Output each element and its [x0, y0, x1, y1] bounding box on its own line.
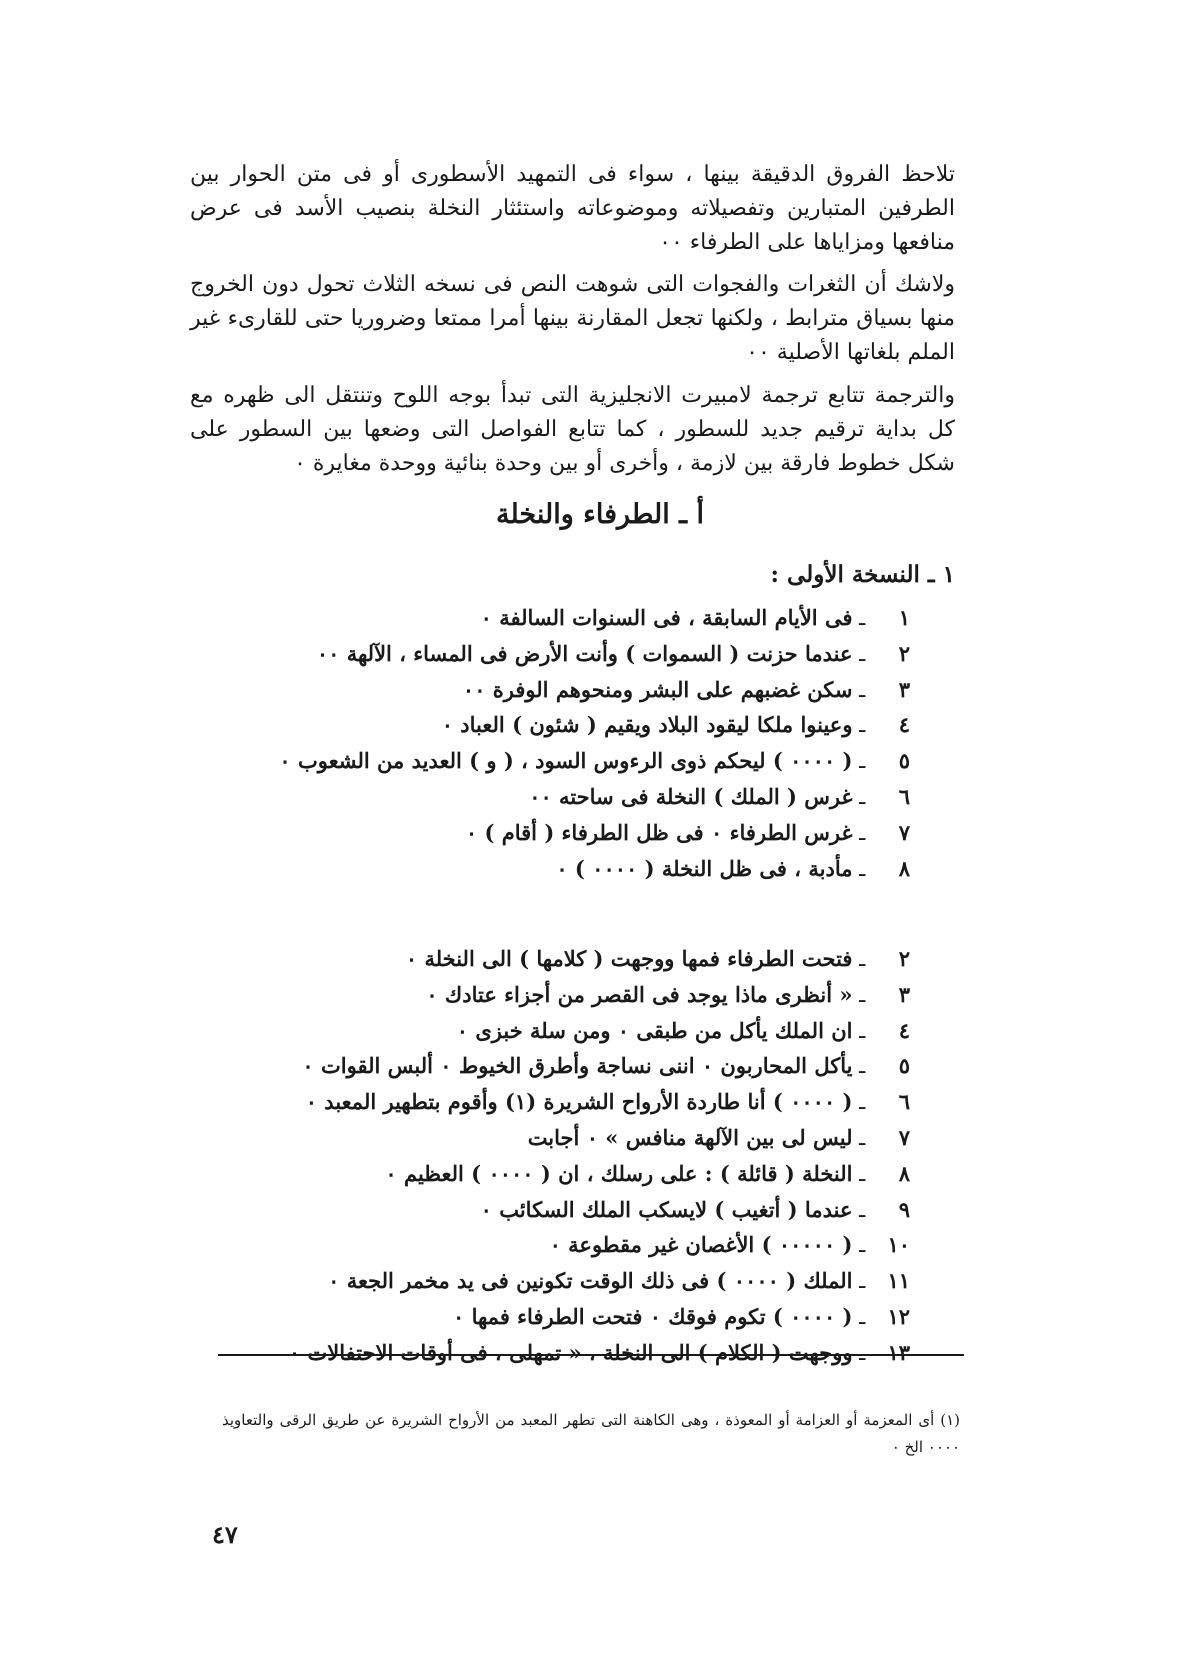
- text-line: [200, 1048, 910, 1084]
- version-subheading: ١ ـ النسخة الأولى :: [770, 561, 955, 588]
- line-number: ١٠: [887, 1232, 910, 1258]
- line-text: وعينوا ملكا ليقود البلاد ويقيم ( شئون ) العباد ٠: [441, 712, 853, 738]
- line-text: ان الملك يأكل من طبقى ٠ ومن سلة خبزى ٠: [456, 1017, 853, 1043]
- line-number: ٧: [898, 1124, 910, 1150]
- line-number: ٥: [898, 748, 910, 774]
- footnote-divider: [218, 1354, 964, 1356]
- line-number: ٣: [898, 981, 910, 1007]
- text-line: [200, 779, 910, 815]
- line-text: ( ٠٠٠٠ ) أنا طاردة الأرواح الشريرة (١) وأقوم بتطهير المعبد ٠: [305, 1089, 853, 1115]
- line-number: ١: [898, 605, 910, 630]
- text-line: [200, 851, 910, 887]
- line-text: ( ٠٠٠٠٠ ) الأغصان غير مقطوعة ٠: [549, 1232, 853, 1258]
- line-text: مأدبة ، فى ظل النخلة ( ٠٠٠٠ ) ٠: [556, 855, 853, 881]
- line-dash: ـ: [852, 1340, 872, 1365]
- line-number: ٩: [898, 1196, 910, 1222]
- text-line: [200, 636, 910, 672]
- intro-paragraph-2: ولاشك أن الثغرات والفجوات التى شوهت النص فى نسخه الثلاث تحول دون الخروج منها بسياق مترابط ، ولكنها تجعل المقارنة بينها أمرا ممتعا وضروريا حتى للقارىء غير الملم بلغاتها الأصلية ٠٠: [190, 272, 955, 365]
- line-dash: ـ: [852, 641, 872, 666]
- text-lines-back: [200, 941, 910, 1371]
- text-line: [200, 1156, 910, 1192]
- text-line: [200, 672, 910, 708]
- line-text: النخلة ( قائلة ) : على رسلك ، ان ( ٠٠٠٠ ) العظيم ٠: [385, 1160, 853, 1186]
- intro-paragraph-3: والترجمة تتابع ترجمة لامبيرت الانجليزية التى تبدأ بوجه اللوح وتنتقل الى ظهره مع كل بداية ترقيم جديد للسطور ، كما تتابع الفواصل التى وضعها بين السطور على شكل خطوط فارقة بين لازمة ، وأخرى أو بين وحدة بنائية ووحدة مغايرة ٠: [190, 383, 955, 476]
- line-number: ٢: [898, 946, 910, 971]
- line-text: فتحت الطرفاء فمها ووجهت ( كلامها ) الى النخلة ٠: [405, 946, 853, 971]
- text-line: [200, 1013, 910, 1049]
- page-number: ٤٧: [212, 1520, 238, 1549]
- footnote: (١) أى المعزمة أو العزامة أو المعوذة ، وهى الكاهنة التى تطهر المعبد من الأرواح الشريرة عن طريق الرقى والتعاويذ ٠٠٠٠ الخ ٠: [222, 1411, 960, 1456]
- text-lines-front: [200, 600, 910, 886]
- intro-paragraph-1: تلاحظ الفروق الدقيقة بينها ، سواء فى التمهيد الأسطورى أو فى متن الحوار بين الطرفين المتبارين وتفصيلاته وموضوعاته واستئثار النخلة بنصيب الأسد فى عرض منافعها ومزاياها على الطرفاء ٠٠: [190, 162, 955, 255]
- line-number: ١٣: [887, 1339, 910, 1365]
- line-dash: ـ: [852, 1054, 872, 1079]
- line-text: الملك ( ٠٠٠٠ ) فى ذلك الوقت تكونين فى يد مخمر الجعة ٠: [328, 1268, 853, 1294]
- line-number: ٨: [898, 855, 910, 881]
- line-dash: ـ: [852, 1233, 872, 1258]
- text-line: [200, 1227, 910, 1263]
- line-dash: ـ: [852, 677, 872, 702]
- text-line: [200, 941, 910, 977]
- line-dash: ـ: [852, 982, 872, 1007]
- line-number: ١١: [887, 1268, 910, 1294]
- line-text: غرس الطرفاء ٠ فى ظل الطرفاء ( أقام ) ٠: [465, 819, 853, 845]
- text-line: [200, 1263, 910, 1299]
- line-dash: ـ: [852, 1197, 872, 1222]
- line-text: ليس لى بين الآلهة منافس » ٠ أجابت: [527, 1124, 853, 1150]
- line-number: ٥: [898, 1053, 910, 1079]
- text-line: [200, 1335, 910, 1371]
- line-text: يأكل المحاربون ٠ اننى نساجة وأطرق الخيوط ٠ ألبس القوات ٠: [302, 1053, 853, 1079]
- line-number: ٨: [898, 1160, 910, 1186]
- line-dash: ـ: [852, 784, 872, 809]
- text-line: [200, 977, 910, 1013]
- section-heading: أ ـ الطرفاء والنخلة: [496, 499, 704, 530]
- line-number: ٢: [898, 640, 910, 666]
- text-line: [200, 815, 910, 851]
- text-line: [200, 1084, 910, 1120]
- line-dash: ـ: [852, 1161, 872, 1186]
- line-dash: ـ: [852, 1125, 872, 1150]
- line-dash: ـ: [852, 947, 872, 971]
- line-number: ١٢: [887, 1303, 910, 1329]
- line-text: ووجهت ( الكلام ) الى النخلة ، « تمهلى ، فى أوقات الاحتفالات ٠: [288, 1339, 853, 1365]
- line-number: ٤: [898, 1017, 910, 1043]
- line-number: ٤: [898, 712, 910, 738]
- line-dash: ـ: [852, 1018, 872, 1043]
- line-dash: ـ: [852, 606, 872, 630]
- line-dash: ـ: [852, 1304, 872, 1329]
- line-dash: ـ: [852, 1090, 872, 1115]
- text-line: [200, 1192, 910, 1228]
- line-number: ٦: [898, 783, 910, 809]
- line-text: فى الأيام السابقة ، فى السنوات السالفة ٠: [480, 605, 853, 630]
- text-line: [200, 1120, 910, 1156]
- line-dash: ـ: [852, 749, 872, 774]
- text-line: [200, 707, 910, 743]
- text-line: [200, 1299, 910, 1335]
- line-text: عندما حزنت ( السموات ) وأنت الأرض فى المساء ، الآلهة ٠٠: [316, 640, 853, 666]
- line-text: ( ٠٠٠٠ ) تكوم فوقك ٠ فتحت الطرفاء فمها ٠: [453, 1303, 853, 1329]
- line-text: « أنظرى ماذا يوجد فى القصر من أجزاء عتادك ٠: [426, 981, 853, 1007]
- line-number: ٧: [898, 819, 910, 845]
- text-line: [200, 600, 910, 636]
- line-text: سكن غضبهم على البشر ومنحوهم الوفرة ٠٠: [462, 676, 853, 702]
- line-text: غرس ( الملك ) النخلة فى ساحته ٠٠: [529, 783, 853, 809]
- line-dash: ـ: [852, 713, 872, 738]
- line-number: ٣: [898, 676, 910, 702]
- line-number: ٦: [898, 1089, 910, 1115]
- line-dash: ـ: [852, 856, 872, 881]
- line-text: عندما ( أتغيب ) لايسكب الملك السكائب ٠: [480, 1196, 853, 1222]
- line-dash: ـ: [852, 1269, 872, 1294]
- line-dash: ـ: [852, 820, 872, 845]
- text-line: [200, 743, 910, 779]
- line-text: ( ٠٠٠٠ ) ليحكم ذوى الرءوس السود ، ( و ) العديد من الشعوب ٠: [279, 748, 853, 774]
